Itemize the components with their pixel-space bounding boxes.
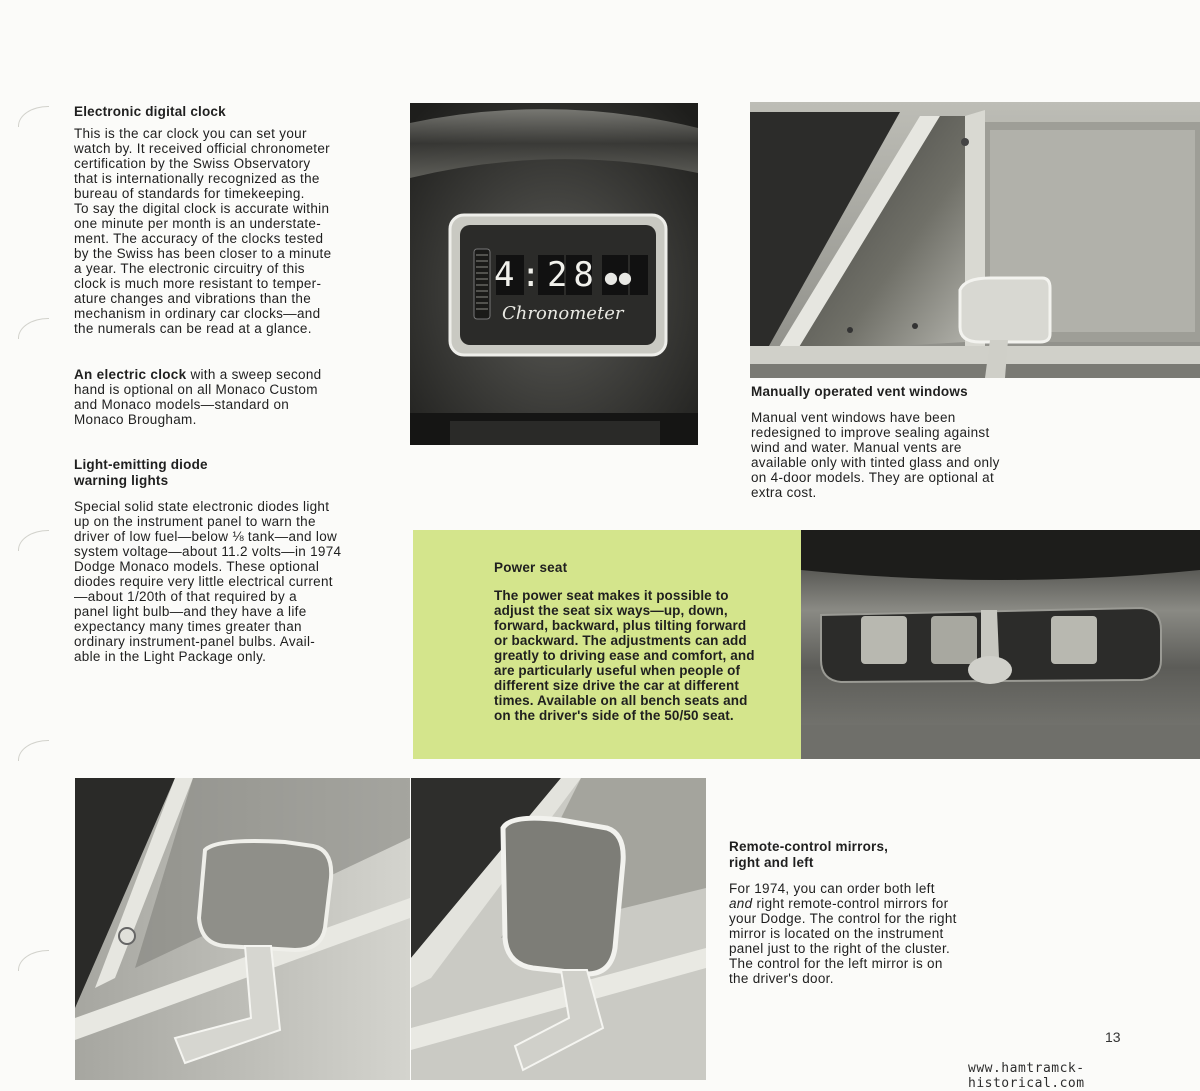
power-seat-control-photo — [801, 530, 1200, 759]
right-mirror-photo — [411, 778, 706, 1080]
section-body: Special solid state electronic diodes light up on the instrument panel to warn the driver of low fuel—below ⅛ tank—and low system voltage—about 11.2 volts—in 1974 Dodge Monaco models. These optional diodes require very little electrical current —about 1/20th of that required by a panel light bulb—and they have a life expectancy many times greater than ordinary instrument-panel bulbs. Avail- able in the Light Package only. — [74, 499, 342, 664]
binder-hole-mark — [18, 318, 49, 339]
section-heading: Power seat — [494, 560, 568, 575]
section-body: For 1974, you can order both left and right remote-control mirrors for your Dodge. The control for the right mirror is located on the instrument panel just to the right of the cluster. The control for the left mirror is on the driver's door. — [729, 881, 957, 986]
section-body: This is the car clock you can set your watch by. It received official chronometer certification by the Swiss Observatory that is internationally recognized as the bureau of standards for timekeeping. To say the digital clock is accurate within one minute per month is an understate- ment. The accuracy of the clocks tested by the Swiss has been closer to a minute a year. The electronic circuitry of this clock is much more resistant to temper- ature changes and vibrations than the mechanism in ordinary car clocks—and the numerals can be read at a glance. — [74, 126, 332, 336]
binder-hole-mark — [18, 950, 49, 971]
section-body: The power seat makes it possible to adjust the seat six ways—up, down, forward, backward, plus tilting forward or backward. The adjustments can add greatly to driving ease and comfort, and are particularly useful when people of different size drive the car at different times. Available on all bench seats and on the driver's side of the 50/50 seat. — [494, 588, 755, 723]
mirror-section — [729, 839, 1029, 986]
website-watermark: www.hamtramck-historical.com — [968, 1061, 1085, 1091]
svg-text:●●: ●● — [604, 268, 632, 287]
section-body: An electric clock with a sweep second hand is optional on all Monaco Custom and Monaco models—standard on Monaco Brougham. — [74, 367, 322, 427]
section-heading: Manually operated vent windows — [751, 384, 968, 399]
binder-hole-mark — [18, 106, 49, 127]
electric-clock-section — [74, 367, 394, 427]
chronometer-clock-photo — [410, 103, 698, 445]
chronometer-badge: Chronometer — [502, 303, 624, 324]
vent-window-photo — [750, 102, 1200, 378]
section-body: Manual vent windows have been redesigned to improve sealing against wind and water. Manual vents are available only with tinted glass and only on 4-door models. They are optional at extra cost. — [751, 410, 1000, 500]
clock-section — [74, 104, 394, 336]
left-mirror-photo — [75, 778, 410, 1080]
section-heading: Remote-control mirrors, right and left — [729, 839, 889, 870]
page-number: 13 — [1105, 1029, 1121, 1045]
section-heading: Electronic digital clock — [74, 104, 226, 119]
clock-digits: 4:28 — [494, 255, 600, 295]
section-heading: Light-emitting diode warning lights — [74, 457, 208, 488]
led-section — [74, 457, 394, 664]
binder-hole-mark — [18, 740, 49, 761]
power-seat-section — [494, 560, 794, 723]
binder-hole-mark — [18, 530, 49, 551]
vent-section — [751, 384, 1051, 500]
